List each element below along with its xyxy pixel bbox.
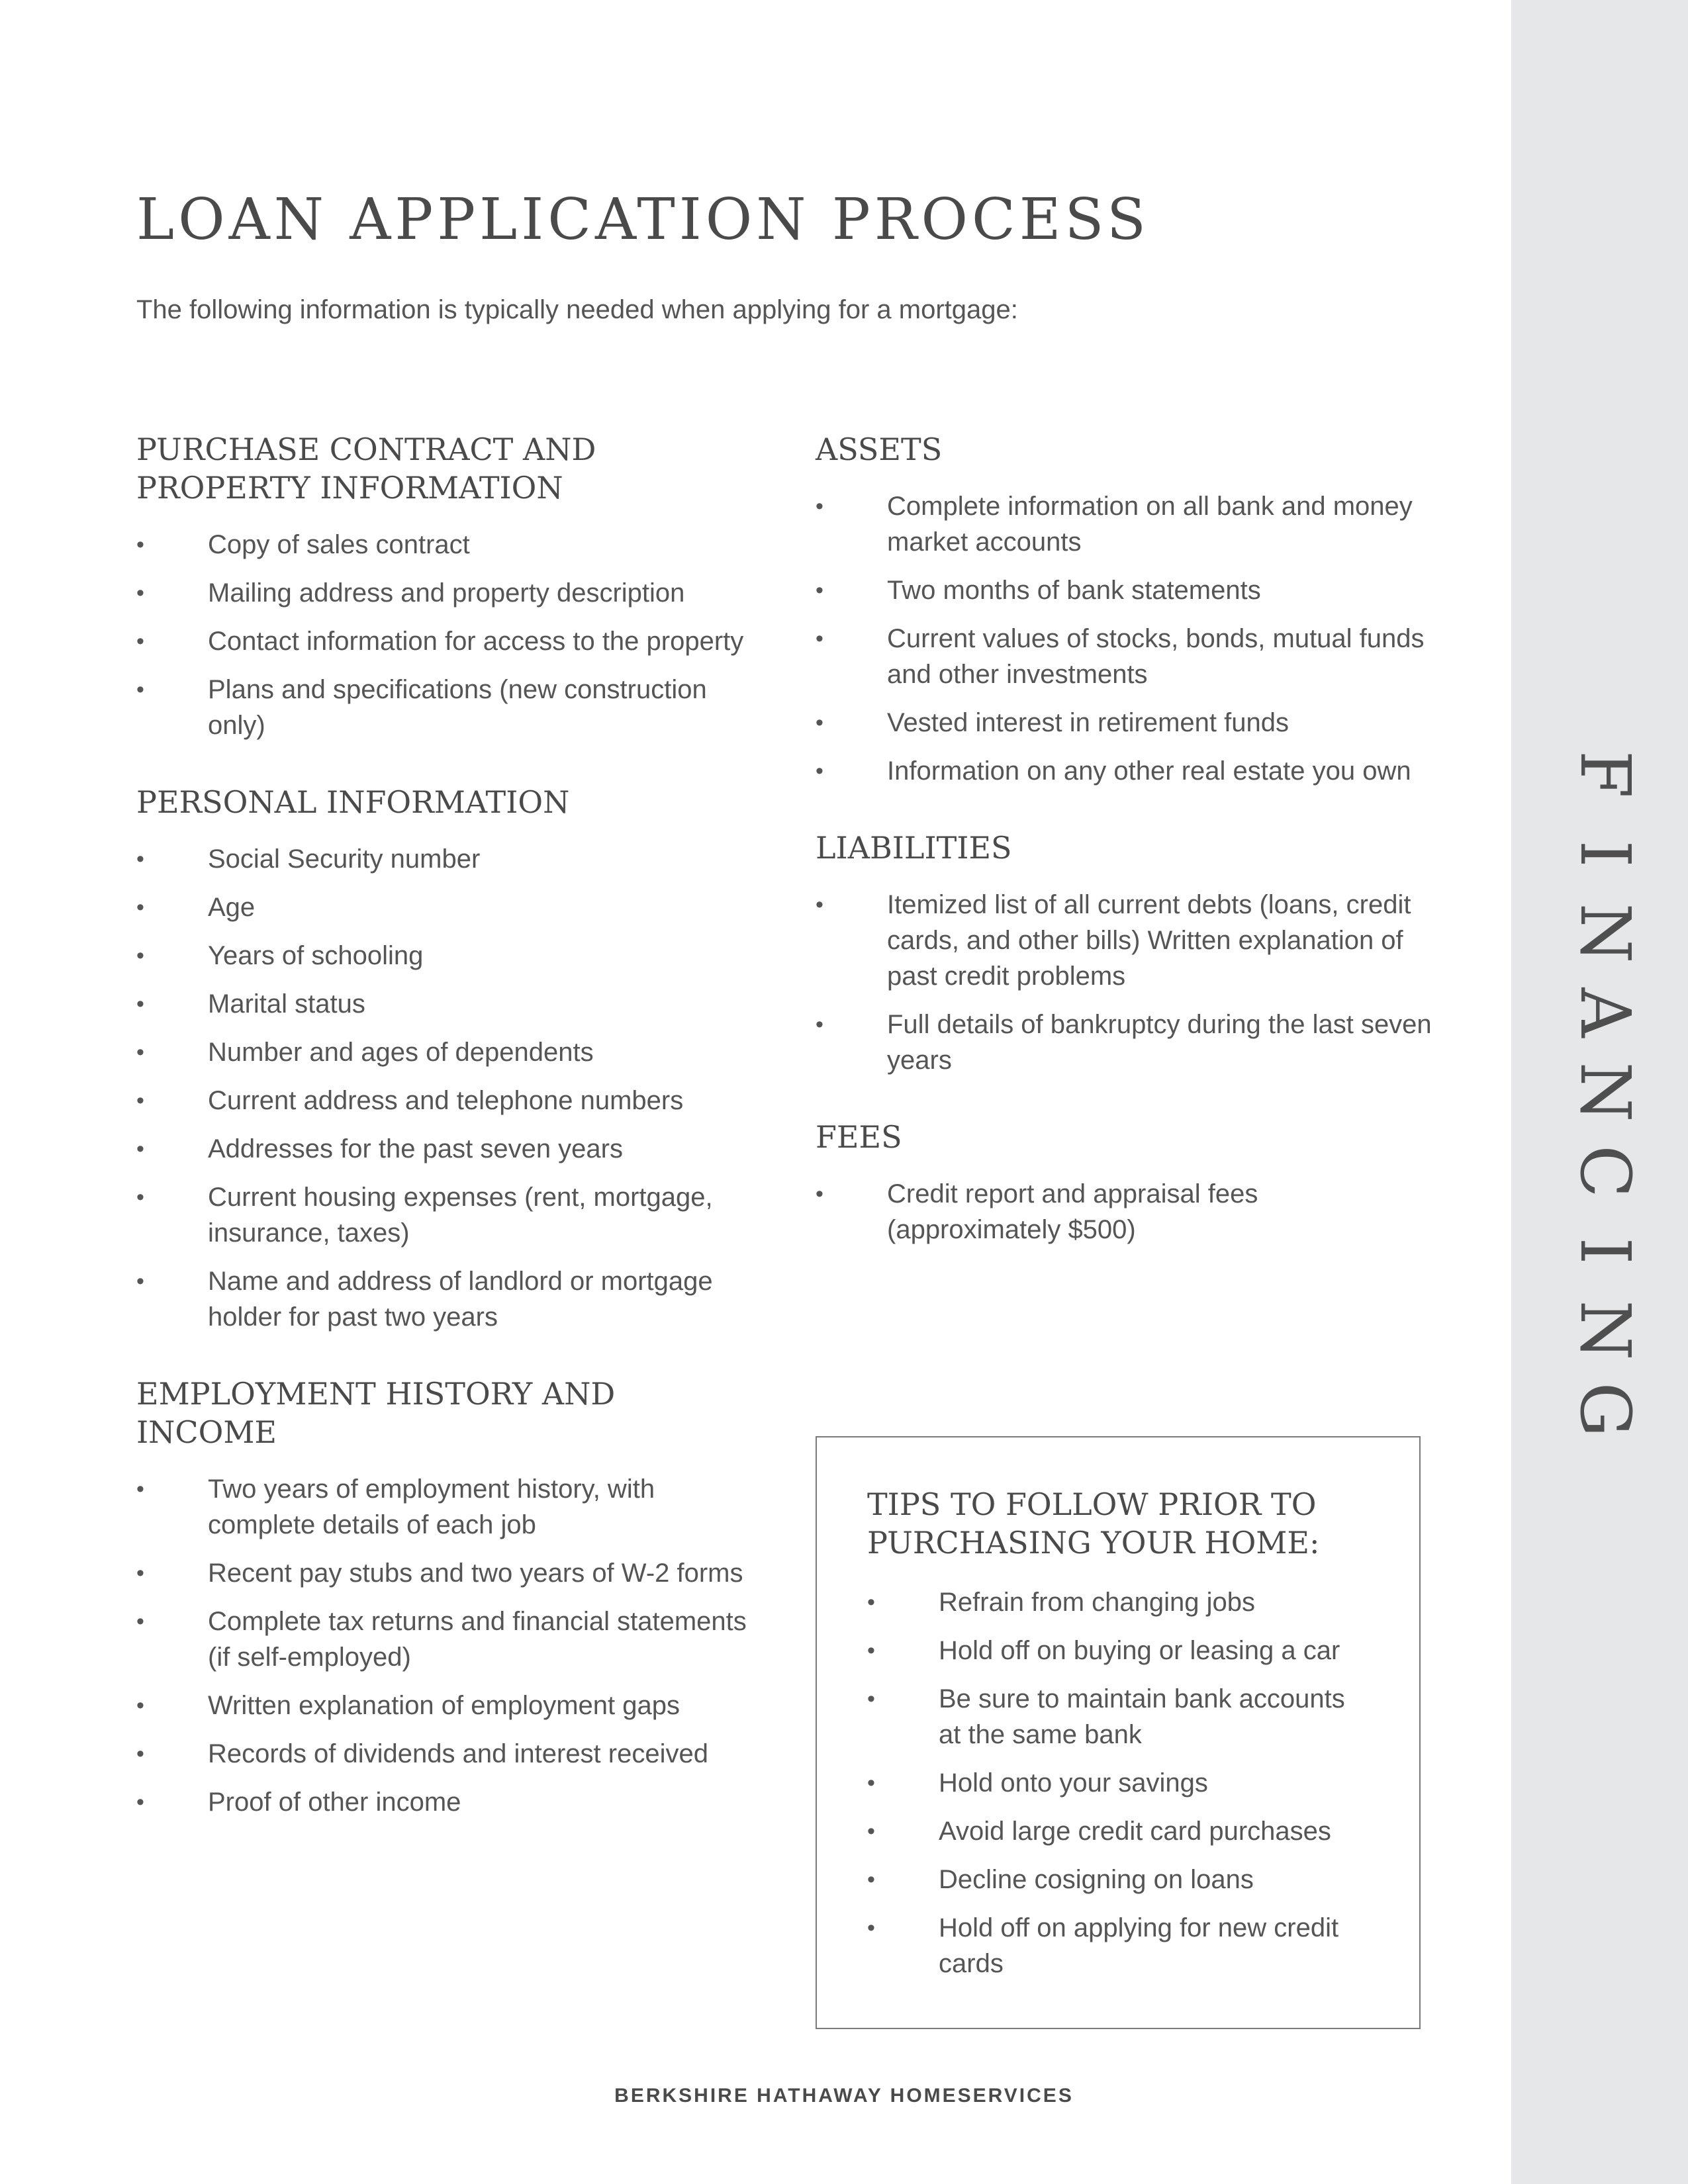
bullet-icon: • xyxy=(816,1012,823,1037)
list-item xyxy=(867,1633,1369,1668)
tips-box xyxy=(816,1436,1421,2029)
tips-list xyxy=(867,1584,1369,1981)
bullet-icon: • xyxy=(136,580,144,606)
list-item xyxy=(816,572,1438,608)
list-item xyxy=(816,753,1438,789)
personal-list xyxy=(136,841,759,1335)
list-item xyxy=(816,621,1438,692)
bullet-icon: • xyxy=(136,943,144,968)
bullet-icon: • xyxy=(136,532,144,557)
bullet-icon: • xyxy=(136,1136,144,1161)
list-item-text: Hold off on applying for new credit cards xyxy=(939,1913,1339,1978)
list-item-text: Full details of bankruptcy during the last seven years xyxy=(887,1010,1432,1075)
list-item-text: Vested interest in retirement funds xyxy=(887,708,1289,737)
list-item-text: Written explanation of employment gaps xyxy=(208,1691,680,1720)
list-item-text: Refrain from changing jobs xyxy=(939,1588,1256,1617)
bullet-icon: • xyxy=(136,1609,144,1634)
bullet-icon: • xyxy=(867,1867,875,1892)
list-item xyxy=(136,1604,759,1675)
side-letter: C xyxy=(1564,1145,1646,1198)
assets-list xyxy=(816,488,1438,789)
list-item-text: Two months of bank statements xyxy=(887,576,1261,605)
assets-heading: ASSETS xyxy=(816,432,943,467)
liabilities-heading: LIABILITIES xyxy=(816,830,1012,866)
list-item-text: Current address and telephone numbers xyxy=(208,1086,684,1115)
bullet-icon: • xyxy=(136,1185,144,1210)
list-item xyxy=(867,1681,1369,1752)
list-item xyxy=(136,1179,759,1251)
bullet-icon: • xyxy=(136,1561,144,1586)
list-item xyxy=(136,1131,759,1167)
bullet-icon: • xyxy=(136,1790,144,1815)
list-item-text: Age xyxy=(208,893,256,922)
list-item xyxy=(136,986,759,1022)
list-item-text: Two years of employment history, with complete details of each job xyxy=(208,1475,655,1539)
purchase-list xyxy=(136,527,759,743)
list-item xyxy=(136,1034,759,1070)
list-item-text: Contact information for access to the property xyxy=(208,627,744,656)
page-title: LOAN APPLICATION PROCESS xyxy=(136,187,1150,253)
bullet-icon: • xyxy=(136,1693,144,1718)
list-item xyxy=(867,1765,1369,1801)
bullet-icon: • xyxy=(816,494,823,519)
list-item-text: Itemized list of all current debts (loans, credit cards, and other bills) Written explanation of past credit problems xyxy=(887,890,1411,991)
side-letter: I xyxy=(1564,1237,1646,1265)
bullet-icon: • xyxy=(136,1040,144,1065)
list-item-text: Hold off on buying or leasing a car xyxy=(939,1636,1340,1665)
bullet-icon: • xyxy=(136,677,144,702)
list-item xyxy=(136,1555,759,1591)
right-column xyxy=(816,430,1438,1287)
bullet-icon: • xyxy=(867,1819,875,1844)
bullet-icon: • xyxy=(816,1181,823,1206)
list-item-text: Hold onto your savings xyxy=(939,1768,1208,1797)
list-item-text: Number and ages of dependents xyxy=(208,1038,594,1067)
left-column xyxy=(136,430,759,1860)
list-item-text: Current values of stocks, bonds, mutual funds and other investments xyxy=(887,624,1425,689)
list-item-text: Recent pay stubs and two years of W-2 forms xyxy=(208,1559,743,1588)
list-item xyxy=(136,1471,759,1543)
list-item xyxy=(867,1813,1369,1849)
list-item-text: Proof of other income xyxy=(208,1788,461,1817)
footer-brand: BERKSHIRE HATHAWAY HOMESERVICES xyxy=(614,2085,1074,2107)
list-item-text: Complete tax returns and financial statements (if self-employed) xyxy=(208,1607,747,1672)
fees-list xyxy=(816,1176,1438,1248)
list-item xyxy=(136,1784,759,1820)
bullet-icon: • xyxy=(867,1686,875,1711)
list-item xyxy=(136,938,759,974)
list-item xyxy=(816,1176,1438,1248)
list-item-text: Current housing expenses (rent, mortgage, insurance, taxes) xyxy=(208,1183,713,1248)
list-item xyxy=(136,841,759,877)
side-letter: G xyxy=(1564,1382,1646,1437)
list-item-text: Complete information on all bank and money market accounts xyxy=(887,492,1413,557)
side-letter: N xyxy=(1564,1300,1646,1361)
bullet-icon: • xyxy=(816,578,823,603)
list-item xyxy=(816,1007,1438,1078)
side-letter: I xyxy=(1564,840,1646,868)
list-item-text: Credit report and appraisal fees (approximately $500) xyxy=(887,1179,1258,1244)
bullet-icon: • xyxy=(867,1915,875,1940)
bullet-icon: • xyxy=(136,991,144,1017)
liabilities-list xyxy=(816,887,1438,1078)
bullet-icon: • xyxy=(136,1088,144,1113)
tips-heading: TIPS TO FOLLOW PRIOR TO PURCHASING YOUR HOME: xyxy=(867,1486,1320,1561)
list-item-text: Copy of sales contract xyxy=(208,530,470,559)
list-item-text: Records of dividends and interest received xyxy=(208,1739,708,1768)
list-item-text: Addresses for the past seven years xyxy=(208,1134,623,1163)
bullet-icon: • xyxy=(136,1741,144,1766)
list-item xyxy=(136,889,759,925)
personal-heading: PERSONAL INFORMATION xyxy=(136,784,570,820)
fees-heading: FEES xyxy=(816,1119,902,1155)
list-item xyxy=(136,672,759,743)
list-item-text: Information on any other real estate you own xyxy=(887,756,1411,786)
list-item-text: Be sure to maintain bank accounts at the same bank xyxy=(939,1684,1345,1749)
bullet-icon: • xyxy=(867,1770,875,1796)
list-item xyxy=(136,575,759,611)
list-item xyxy=(816,488,1438,560)
bullet-icon: • xyxy=(136,895,144,920)
purchase-heading: PURCHASE CONTRACT AND PROPERTY INFORMATION xyxy=(136,432,596,506)
bullet-icon: • xyxy=(136,629,144,654)
intro-text: The following information is typically needed when applying for a mortgage: xyxy=(136,295,1018,324)
list-item xyxy=(136,1263,759,1335)
list-item xyxy=(136,527,759,563)
side-letter: N xyxy=(1564,903,1646,964)
side-letter: N xyxy=(1564,1062,1646,1122)
bullet-icon: • xyxy=(816,626,823,651)
list-item-text: Years of schooling xyxy=(208,941,424,970)
list-item xyxy=(816,705,1438,741)
list-item xyxy=(136,623,759,659)
list-item-text: Decline cosigning on loans xyxy=(939,1865,1254,1894)
list-item xyxy=(136,1736,759,1772)
bullet-icon: • xyxy=(136,1477,144,1502)
list-item xyxy=(136,1688,759,1723)
list-item-text: Mailing address and property description xyxy=(208,578,685,608)
list-item xyxy=(136,1083,759,1118)
list-item-text: Avoid large credit card purchases xyxy=(939,1817,1331,1846)
list-item xyxy=(867,1584,1369,1620)
bullet-icon: • xyxy=(867,1590,875,1615)
side-letter: A xyxy=(1564,987,1646,1038)
bullet-icon: • xyxy=(136,1269,144,1294)
list-item-text: Social Security number xyxy=(208,844,481,874)
list-item-text: Marital status xyxy=(208,989,365,1019)
list-item xyxy=(816,887,1438,994)
bullet-icon: • xyxy=(136,846,144,872)
side-label-financing xyxy=(1511,735,1688,1449)
employment-list xyxy=(136,1471,759,1820)
bullet-icon: • xyxy=(816,758,823,784)
list-item xyxy=(867,1862,1369,1897)
bullet-icon: • xyxy=(816,892,823,917)
bullet-icon: • xyxy=(816,710,823,735)
list-item-text: Plans and specifications (new construction only) xyxy=(208,675,707,740)
bullet-icon: • xyxy=(867,1638,875,1663)
footer xyxy=(0,2085,1688,2107)
list-item-text: Name and address of landlord or mortgage holder for past two years xyxy=(208,1267,713,1332)
employment-heading: EMPLOYMENT HISTORY AND INCOME xyxy=(136,1376,616,1450)
list-item xyxy=(867,1910,1369,1981)
side-letter: F xyxy=(1564,750,1646,799)
